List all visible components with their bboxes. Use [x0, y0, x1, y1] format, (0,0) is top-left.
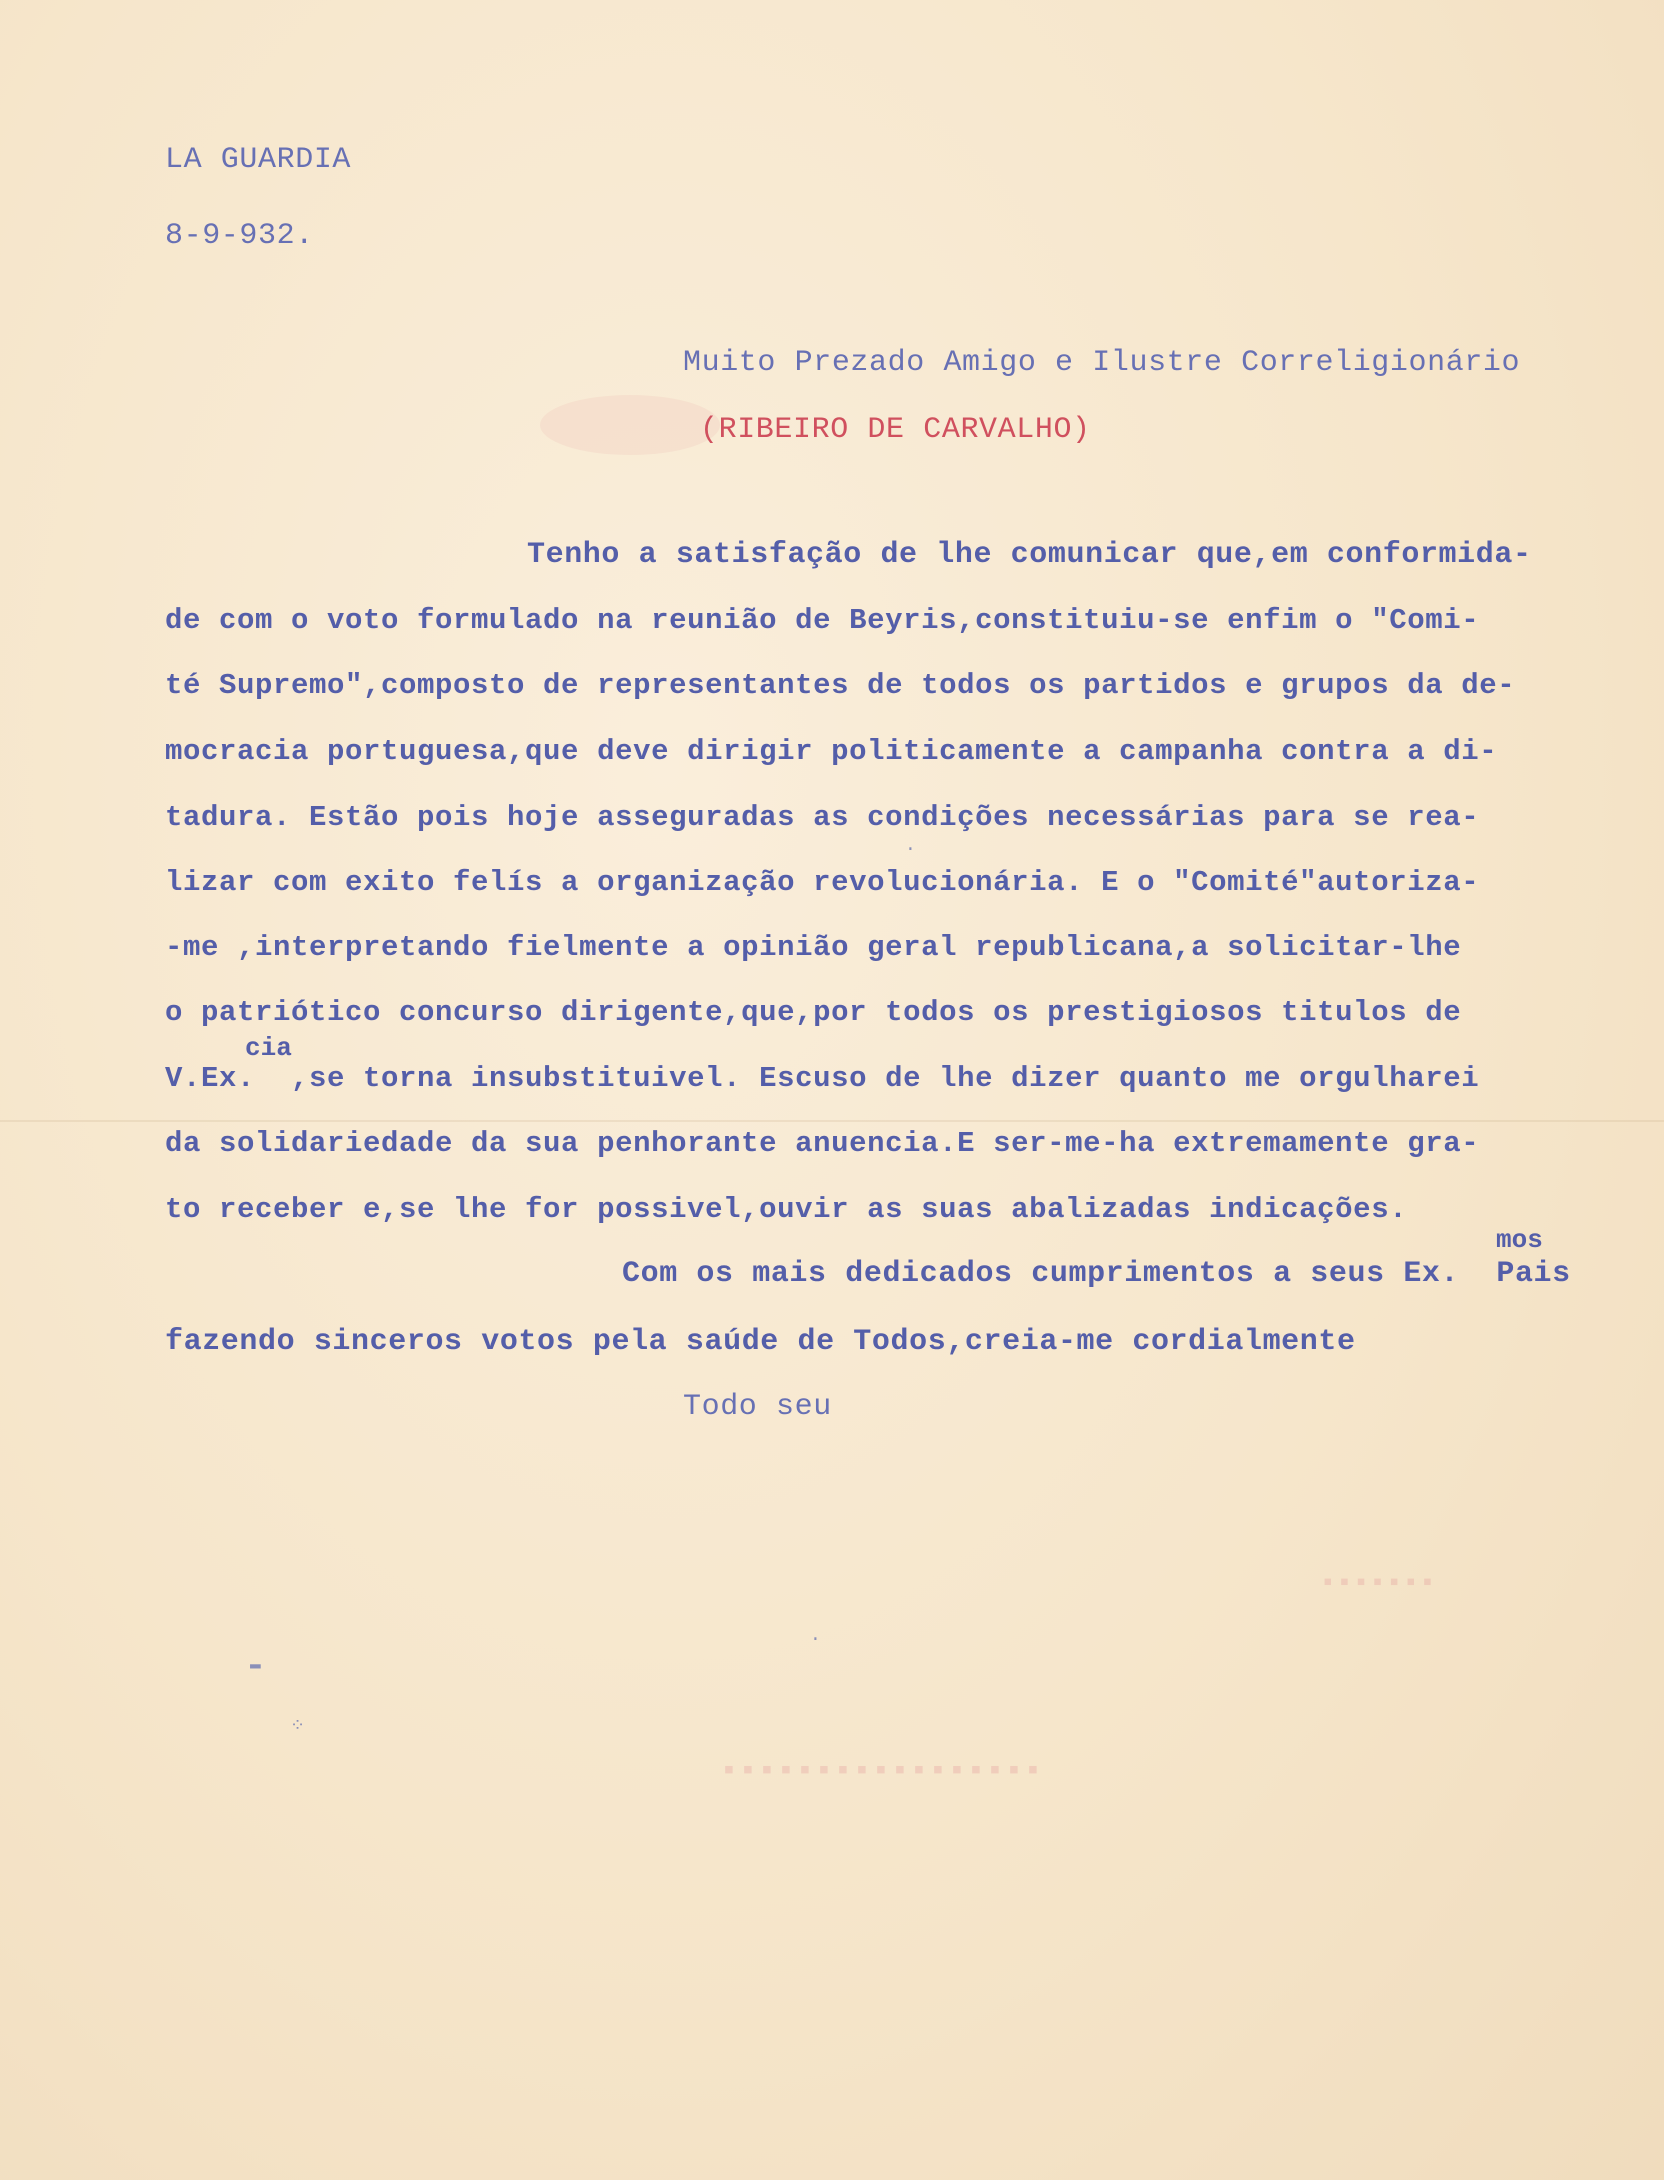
body-line: to receber e,se lhe for possivel,ouvir as suas abalizadas indicações. — [165, 1193, 1408, 1226]
stray-mark: · — [810, 1630, 821, 1650]
body-line: V.Ex. ,se torna insubstituivel. Escuso de lhe dizer quanto me orgulharei — [165, 1062, 1480, 1095]
letter-place: LA GUARDIA — [165, 143, 352, 177]
ghost-text: ▪▪▪▪▪▪▪ — [1320, 1568, 1437, 1598]
body-line: tadura. Estão pois hoje asseguradas as condições necessárias para se rea- — [165, 801, 1480, 834]
closing-line: fazendo sinceros votos pela saúde de Todos,creia-me cordialmente — [165, 1325, 1356, 1359]
stray-mark: ⁘ — [290, 1717, 306, 1737]
superscript-mos: mos — [1496, 1225, 1543, 1255]
body-line: té Supremo",composto de representantes de todos os partidos e grupos da de- — [165, 669, 1516, 702]
ink-smudge — [540, 395, 720, 455]
letter-salutation: Muito Prezado Amigo e Ilustre Correligionário — [683, 346, 1521, 380]
letter-date: 8-9-932. — [165, 219, 314, 253]
body-line: de com o voto formulado na reunião de Beyris,constituiu-se enfim o "Comi- — [165, 604, 1480, 637]
body-line: lizar com exito felís a organização revolucionária. E o "Comité"autoriza- — [165, 866, 1480, 899]
ghost-text: ▪▪▪▪▪▪▪▪▪▪▪▪▪▪▪▪▪ — [720, 1755, 1044, 1789]
paper-fold — [0, 1120, 1664, 1122]
body-line: mocracia portuguesa,que deve dirigir politicamente a campanha contra a di- — [165, 735, 1498, 768]
body-line: o patriótico concurso dirigente,que,por todos os prestigiosos titulos de — [165, 996, 1462, 1029]
body-line: da solidariedade da sua penhorante anuencia.E ser-me-ha extremamente gra- — [165, 1127, 1480, 1160]
body-line: Tenho a satisfação de lhe comunicar que,em conformida- — [527, 538, 1532, 572]
body-line: -me ,interpretando fielmente a opinião geral republicana,a solicitar-lhe — [165, 931, 1462, 964]
letter-addressee: (RIBEIRO DE CARVALHO) — [700, 413, 1091, 447]
closing-line: Com os mais dedicados cumprimentos a seus Ex. Pais — [622, 1257, 1571, 1291]
closing-signoff: Todo seu — [683, 1390, 832, 1424]
stray-mark: · — [905, 840, 916, 860]
stray-mark: ▬ — [250, 1655, 261, 1675]
superscript-cia: cia — [245, 1033, 292, 1063]
